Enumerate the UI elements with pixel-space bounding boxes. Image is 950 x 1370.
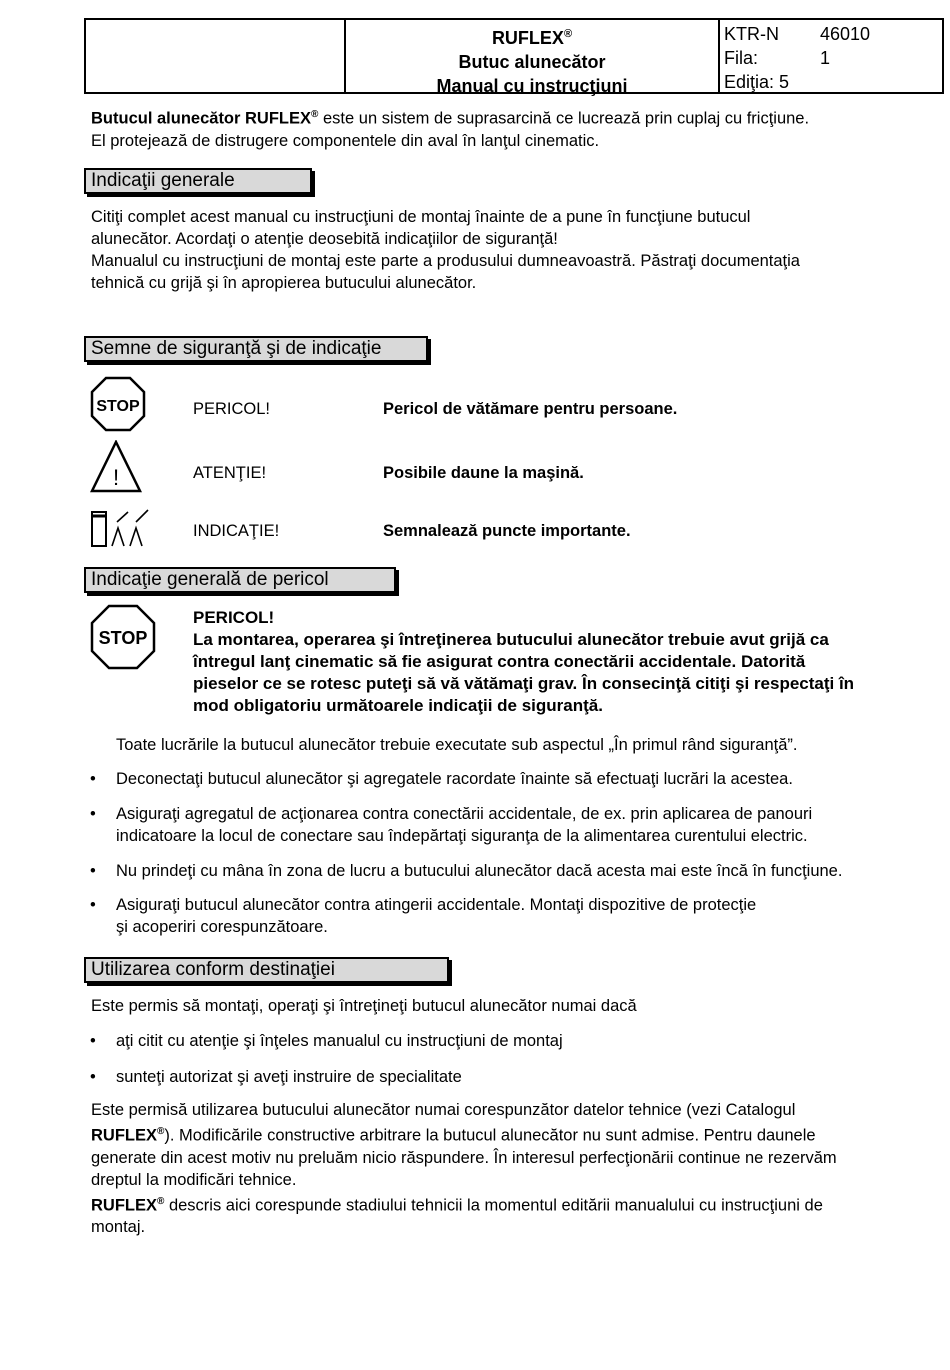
- use-line: montaj.: [91, 1218, 146, 1236]
- stop-label: STOP: [98, 628, 148, 648]
- use-paragraph: [91, 1099, 837, 1238]
- bullet-marker: •: [90, 805, 96, 823]
- use-brand: RUFLEX: [91, 1126, 157, 1145]
- sign-desc-danger: Pericol de vătămare pentru persoane.: [383, 400, 678, 418]
- brand-name: RUFLEX: [491, 28, 564, 48]
- registered-mark: ®: [563, 28, 573, 40]
- sign-label-danger: PERICOL!: [193, 400, 271, 418]
- header-title-line2: Manual cu instrucţiuni: [436, 76, 628, 96]
- bullet-line: Nu prindeţi cu mâna în zona de lucru a butucului alunecător dacă acesta mai este încă în funcţiune.: [116, 862, 843, 880]
- use-brand: RUFLEX: [91, 1196, 157, 1214]
- intro-paragraph: [91, 104, 809, 152]
- use-line: descris aici corespunde stadiului tehnicii la momentul editării manualului cu instrucţiuni de: [164, 1196, 823, 1214]
- edition-label: Ediţia: 5: [724, 72, 790, 92]
- danger-line: mod obligatoriu următoarele indicaţii de siguranţă.: [193, 696, 603, 715]
- section-general-heading: Indicaţii generale: [84, 168, 312, 194]
- use-reg: ®: [157, 1126, 165, 1137]
- use-line: generate din acest motiv nu preluăm nicio răspundere. În interesul perfecţionării continue ne rezervăm: [91, 1148, 837, 1167]
- bullet-line: şi acoperiri corespunzătoare.: [116, 918, 328, 936]
- general-line: alunecător. Acordaţi o atenţie deosebită indicaţiilor de siguranţă!: [91, 230, 558, 248]
- bullet-line: Deconectaţi butucul alunecător şi agregatele racordate înainte să efectuaţi lucrări la acestea.: [116, 770, 793, 788]
- section-danger-heading: Indicaţie generală de pericol: [84, 567, 396, 593]
- use-reg: ®: [157, 1195, 165, 1207]
- logo-area: [86, 20, 346, 92]
- header-title: [346, 20, 720, 96]
- danger-block: [193, 607, 854, 717]
- bullet-marker: •: [90, 770, 96, 788]
- sheet-value: 1: [820, 48, 831, 68]
- section-use-heading: Utilizarea conform destinaţiei: [84, 957, 449, 983]
- bullet-line: Asiguraţi butucul alunecător contra atingerii accidentale. Montaţi dispozitive de protecţie: [116, 896, 757, 914]
- bullet-line: Asiguraţi agregatul de acţionarea contra conectării accidentale, de ex. prin aplicarea de panouri: [116, 805, 813, 823]
- sign-desc-note: Semnalează puncte importante.: [383, 522, 631, 540]
- stop-sign-icon: [90, 604, 156, 670]
- header-meta: [720, 20, 944, 92]
- warning-triangle-icon: [90, 440, 142, 494]
- intro-bold: Butucul alunecător RUFLEX: [91, 109, 312, 128]
- general-line: tehnică cu grijă şi în apropierea butucului alunecător.: [91, 274, 477, 292]
- danger-line: întregul lanţ cinematic să fie asigurat contra conectării accidentale. Datorită: [193, 652, 806, 671]
- sign-desc-attention: Posibile daune la maşină.: [383, 464, 584, 482]
- stop-label: STOP: [96, 398, 140, 415]
- intro-line2: El protejează de distrugere componentele din aval în lanţul cinematic.: [91, 131, 600, 150]
- intro-reg: ®: [311, 109, 319, 120]
- use-line: Este permisă utilizarea butucului alunecător numai corespunzător datelor tehnice (vezi Catalogul: [91, 1101, 796, 1119]
- safety-bullet: [116, 803, 812, 847]
- danger-line: pieselor ce se rotesc puteţi să vă vătămaţi grav. În consecinţă citiţi şi respectaţi în: [193, 674, 855, 693]
- use-line: dreptul la modificări tehnice.: [91, 1170, 297, 1189]
- stop-sign-icon: [90, 376, 146, 432]
- bullet-line: indicatoare la locul de conectare sau îndepărtaţi siguranţa de la alimentarea curentului electric.: [116, 827, 808, 845]
- use-bullet: aţi citit cu atenţie şi înţeles manualul cu instrucţiuni de montaj: [116, 1032, 563, 1050]
- section-signs-heading: Semne de siguranţă şi de indicaţie: [84, 336, 428, 362]
- code-label: KTR-N: [724, 24, 779, 44]
- sheet-label: Fila:: [724, 48, 759, 68]
- bullet-marker: •: [90, 1032, 96, 1050]
- note-pencil-icon: [90, 506, 152, 550]
- use-bullet: sunteţi autorizat şi aveţi instruire de specialitate: [116, 1068, 462, 1086]
- general-text: [91, 206, 800, 294]
- danger-line: La montarea, operarea şi întreţinerea butucului alunecător trebuie avut grijă ca: [193, 630, 829, 649]
- safety-bullet: [116, 894, 756, 938]
- safety-bullet: [116, 860, 842, 882]
- bullet-marker: •: [90, 1068, 96, 1086]
- svg-text:!: !: [112, 465, 120, 490]
- general-line: Citiţi complet acest manual cu instrucţiuni de montaj înainte de a pune în funcţiune butucul: [91, 208, 751, 226]
- intro-rest: este un sistem de suprasarcină ce lucrează prin cuplaj cu fricţiune.: [318, 109, 810, 128]
- danger-title: PERICOL!: [193, 608, 275, 627]
- use-line: ). Modificările constructive arbitrare la butucul alunecător nu sunt admise. Pentru daunele: [164, 1126, 816, 1145]
- safety-bullet: [116, 768, 793, 790]
- bullet-marker: •: [90, 862, 96, 880]
- sign-label-note: INDICAŢIE!: [193, 522, 280, 540]
- code-value: 46010: [820, 24, 871, 44]
- document-header: [84, 18, 944, 94]
- safety-intro: Toate lucrările la butucul alunecător trebuie executate sub aspectul „În primul rând siguranţă”.: [116, 736, 798, 754]
- header-title-line1: Butuc alunecător: [458, 52, 606, 72]
- sign-label-attention: ATENŢIE!: [193, 464, 267, 482]
- use-intro: Este permis să montaţi, operaţi şi întreţineţi butucul alunecător numai dacă: [91, 997, 637, 1015]
- bullet-marker: •: [90, 896, 96, 914]
- general-line: Manualul cu instrucţiuni de montaj este parte a produsului dumneavoastră. Păstraţi documentaţia: [91, 252, 800, 270]
